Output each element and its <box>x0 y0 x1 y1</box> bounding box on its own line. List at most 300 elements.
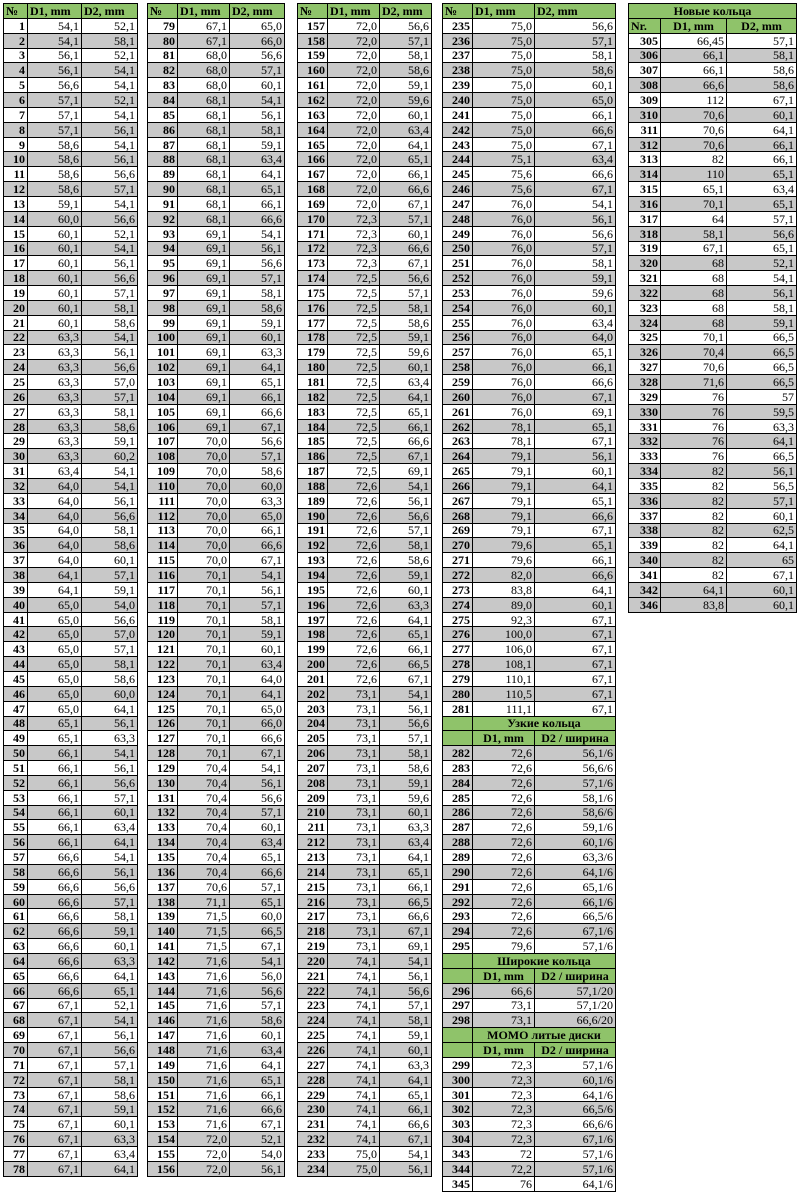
cell-d1: 70,1 <box>178 597 230 612</box>
table-row <box>148 404 285 419</box>
row-number: 312 <box>629 137 661 152</box>
table-row <box>4 107 138 122</box>
row-number: 218 <box>298 924 328 939</box>
row-number: 188 <box>298 479 328 494</box>
row-number: 212 <box>298 835 328 850</box>
row-number: 96 <box>148 271 178 286</box>
cell-d2: 54,1 <box>82 78 138 93</box>
cell-d1: 67,1 <box>28 1028 82 1043</box>
cell-d2: 57,1 <box>230 879 285 894</box>
table-row <box>148 983 285 998</box>
row-number: 180 <box>298 360 328 375</box>
cell-d1: 67,1 <box>28 1013 82 1028</box>
table-row <box>629 568 797 583</box>
row-number: 28 <box>4 419 28 434</box>
row-number: 38 <box>4 568 28 583</box>
table-row <box>298 523 432 538</box>
table-row <box>4 63 138 78</box>
cell-d2: 64,1 <box>535 479 616 494</box>
header-d2: D2, mm <box>82 4 138 19</box>
cell-d1: 66,1 <box>28 820 82 835</box>
table-row <box>443 835 616 850</box>
wide-header-d2: D2 / ширина <box>535 968 616 983</box>
row-number: 168 <box>298 182 328 197</box>
cell-d2: 67,1 <box>535 701 616 716</box>
row-number: 59 <box>4 879 28 894</box>
cell-d1: 73,1 <box>328 864 380 879</box>
table-row <box>148 464 285 479</box>
cell-d2: 58,6 <box>380 761 432 776</box>
cell-d2: 67,1 <box>230 1117 285 1132</box>
cell-d1: 110 <box>661 167 727 182</box>
row-number: 238 <box>443 63 473 78</box>
row-number: 232 <box>298 1132 328 1147</box>
row-number: 285 <box>443 790 473 805</box>
cell-d2: 63,3 <box>230 345 285 360</box>
table-row <box>148 612 285 627</box>
cell-d1: 72,3 <box>473 1102 535 1117</box>
row-number: 269 <box>443 523 473 538</box>
cell-d1: 72,5 <box>328 449 380 464</box>
cell-d2: 59,1 <box>82 582 138 597</box>
table-row <box>4 716 138 731</box>
row-number: 236 <box>443 33 473 48</box>
row-number: 199 <box>298 642 328 657</box>
cell-d2: 56,6 <box>82 360 138 375</box>
cell-d1: 75,6 <box>473 182 535 197</box>
cell-d2: 67,1 <box>535 523 616 538</box>
row-number: 206 <box>298 746 328 761</box>
table-row <box>629 345 797 360</box>
cell-d2: 60,1 <box>727 582 797 597</box>
cell-d1: 76,0 <box>473 286 535 301</box>
cell-d2: 58,6 <box>82 419 138 434</box>
table-row <box>443 464 616 479</box>
row-number: 105 <box>148 404 178 419</box>
table-row <box>148 553 285 568</box>
row-number: 204 <box>298 716 328 731</box>
cell-d1: 71,6 <box>178 1013 230 1028</box>
row-number: 319 <box>629 241 661 256</box>
cell-d2: 66,1 <box>380 642 432 657</box>
cell-d1: 82 <box>661 538 727 553</box>
table-row <box>629 167 797 182</box>
cell-d2: 66,1 <box>380 419 432 434</box>
row-number: 67 <box>4 998 28 1013</box>
cell-d2: 66,6 <box>230 404 285 419</box>
table-row <box>629 152 797 167</box>
table-row <box>148 686 285 701</box>
row-number: 133 <box>148 820 178 835</box>
cell-d1: 73,1 <box>328 894 380 909</box>
table-row <box>148 48 285 63</box>
cell-d1: 65,0 <box>28 657 82 672</box>
cell-d2: 58,1 <box>380 48 432 63</box>
cell-d1: 75,0 <box>328 1146 380 1161</box>
cell-d2: 59,1 <box>82 1102 138 1117</box>
cell-d2: 57,1 <box>82 568 138 583</box>
cell-d2: 64,1 <box>82 835 138 850</box>
cell-d1: 76,0 <box>473 345 535 360</box>
cell-d1: 73,1 <box>473 998 535 1013</box>
cell-d1: 74,1 <box>328 1043 380 1058</box>
table-row <box>4 642 138 657</box>
cell-d2: 60,0 <box>230 909 285 924</box>
cell-d1: 76 <box>473 1176 535 1191</box>
cell-d2: 65,1 <box>727 167 797 182</box>
table-row <box>148 1161 285 1176</box>
table-row <box>298 879 432 894</box>
row-number: 143 <box>148 968 178 983</box>
cell-d2: 66,1 <box>380 1102 432 1117</box>
cell-d2: 66,5/6 <box>535 1102 616 1117</box>
cell-d2: 66,6 <box>380 434 432 449</box>
row-number: 257 <box>443 345 473 360</box>
table-row <box>443 686 616 701</box>
cell-d2: 65,1 <box>727 196 797 211</box>
cell-d1: 73,1 <box>328 686 380 701</box>
cell-d1: 72,6 <box>328 642 380 657</box>
row-number: 275 <box>443 612 473 627</box>
table-row <box>298 909 432 924</box>
cell-d2: 57,1 <box>230 271 285 286</box>
row-number: 51 <box>4 761 28 776</box>
cell-d1: 70,1 <box>178 642 230 657</box>
table-row <box>443 1102 616 1117</box>
cell-d1: 70,1 <box>178 582 230 597</box>
table-row <box>4 479 138 494</box>
cell-d2: 57,1 <box>535 33 616 48</box>
cell-d2: 66,5 <box>380 894 432 909</box>
cell-d1: 68,1 <box>178 152 230 167</box>
table-row <box>443 568 616 583</box>
cell-d2: 67,1 <box>727 568 797 583</box>
cell-d2: 56,1 <box>82 761 138 776</box>
row-number: 175 <box>298 286 328 301</box>
row-number: 162 <box>298 93 328 108</box>
cell-d1: 73,1 <box>328 716 380 731</box>
cell-d2: 64,1 <box>727 434 797 449</box>
row-number: 313 <box>629 152 661 167</box>
row-number: 301 <box>443 1087 473 1102</box>
cell-d2: 60,1 <box>380 582 432 597</box>
row-number: 134 <box>148 835 178 850</box>
row-number: 276 <box>443 627 473 642</box>
row-number: 328 <box>629 375 661 390</box>
cell-d1: 72,0 <box>328 63 380 78</box>
row-number: 230 <box>298 1102 328 1117</box>
row-number: 94 <box>148 241 178 256</box>
table-row <box>443 538 616 553</box>
header-d1: D1, mm <box>178 4 230 19</box>
cell-d1: 70,4 <box>178 790 230 805</box>
table-row <box>4 1117 138 1132</box>
cell-d2: 65,0 <box>535 93 616 108</box>
row-number: 142 <box>148 954 178 969</box>
row-number: 63 <box>4 939 28 954</box>
row-number: 321 <box>629 271 661 286</box>
row-number: 179 <box>298 345 328 360</box>
cell-d1: 67,1 <box>28 998 82 1013</box>
table-row <box>148 1072 285 1087</box>
cell-d2: 60,0 <box>82 686 138 701</box>
table-row <box>298 479 432 494</box>
row-number: 22 <box>4 330 28 345</box>
cell-d1: 64,0 <box>28 538 82 553</box>
cell-d1: 72,3 <box>473 1132 535 1147</box>
table-row <box>443 256 616 271</box>
cell-d2: 66,1 <box>230 196 285 211</box>
row-number: 5 <box>4 78 28 93</box>
row-number: 24 <box>4 360 28 375</box>
cell-d2: 65,1 <box>230 182 285 197</box>
cell-d1: 82 <box>661 152 727 167</box>
table-row <box>4 48 138 63</box>
table-row <box>443 1013 616 1028</box>
row-number: 39 <box>4 582 28 597</box>
row-number: 293 <box>443 909 473 924</box>
cell-d1: 72,0 <box>328 18 380 33</box>
cell-d1: 70,1 <box>661 196 727 211</box>
cell-d1: 72,6 <box>473 894 535 909</box>
cell-d1: 71,6 <box>178 1028 230 1043</box>
cell-d2: 67,1 <box>535 434 616 449</box>
table-row <box>4 568 138 583</box>
cell-d1: 72,0 <box>328 137 380 152</box>
table-row <box>298 1161 432 1176</box>
table-row <box>4 18 138 33</box>
row-number: 181 <box>298 375 328 390</box>
cell-d1: 66,6 <box>28 909 82 924</box>
cell-d1: 75,0 <box>328 1161 380 1176</box>
cell-d2: 63,4 <box>82 820 138 835</box>
table-row <box>4 968 138 983</box>
cell-d2: 57,1 <box>380 211 432 226</box>
row-number: 41 <box>4 612 28 627</box>
table-row <box>443 315 616 330</box>
cell-d1: 78,1 <box>473 434 535 449</box>
cell-d2: 56,5 <box>727 479 797 494</box>
table-row <box>148 939 285 954</box>
row-number: 207 <box>298 761 328 776</box>
cell-d1: 76,0 <box>473 241 535 256</box>
row-number: 126 <box>148 716 178 731</box>
table-row <box>298 627 432 642</box>
table-row <box>298 968 432 983</box>
table-row <box>148 716 285 731</box>
row-number: 158 <box>298 33 328 48</box>
table-row <box>443 152 616 167</box>
row-number: 18 <box>4 271 28 286</box>
cell-d1: 75,0 <box>473 33 535 48</box>
table-row <box>443 671 616 686</box>
cell-d1: 64,0 <box>28 493 82 508</box>
table-row <box>629 493 797 508</box>
row-number: 151 <box>148 1087 178 1102</box>
row-number: 184 <box>298 419 328 434</box>
row-number: 317 <box>629 211 661 226</box>
row-number: 311 <box>629 122 661 137</box>
cell-d1: 69,1 <box>178 315 230 330</box>
row-number: 104 <box>148 389 178 404</box>
cell-d2: 57,1 <box>727 33 797 48</box>
cell-d2: 66,6 <box>535 508 616 523</box>
cell-d1: 56,6 <box>28 78 82 93</box>
row-number: 164 <box>298 122 328 137</box>
table-row <box>148 879 285 894</box>
row-number: 297 <box>443 998 473 1013</box>
table-row <box>629 241 797 256</box>
row-number: 58 <box>4 864 28 879</box>
row-number: 339 <box>629 538 661 553</box>
row-number: 112 <box>148 508 178 523</box>
cell-d2: 63,4 <box>230 1043 285 1058</box>
header-d2: D2, mm <box>535 4 616 19</box>
table-row <box>298 122 432 137</box>
row-number: 263 <box>443 434 473 449</box>
table-row <box>148 330 285 345</box>
row-number: 191 <box>298 523 328 538</box>
cell-d1: 60,1 <box>28 300 82 315</box>
table-row <box>443 345 616 360</box>
cell-d2: 58,1 <box>727 48 797 63</box>
cell-d2: 57,1/6 <box>535 775 616 790</box>
cell-d1: 68 <box>661 300 727 315</box>
cell-d1: 66,6 <box>28 968 82 983</box>
cell-d1: 65,0 <box>28 597 82 612</box>
cell-d1: 67,1 <box>178 18 230 33</box>
cell-d1: 75,0 <box>473 48 535 63</box>
table-row <box>629 582 797 597</box>
cell-d1: 67,1 <box>28 1043 82 1058</box>
table-row <box>4 464 138 479</box>
table-row <box>629 523 797 538</box>
row-number: 292 <box>443 894 473 909</box>
cell-d1: 69,1 <box>178 360 230 375</box>
cell-d1: 66,45 <box>661 33 727 48</box>
cell-d1: 79,1 <box>473 479 535 494</box>
row-number: 215 <box>298 879 328 894</box>
cell-d1: 70,6 <box>661 137 727 152</box>
table-row <box>629 137 797 152</box>
table-row <box>298 389 432 404</box>
cell-d2: 66,5 <box>727 345 797 360</box>
cell-d2: 67,1 <box>380 1132 432 1147</box>
table-row <box>4 389 138 404</box>
narrow-header-d2: D2 / ширина <box>535 731 616 746</box>
row-number: 125 <box>148 701 178 716</box>
table-row <box>443 493 616 508</box>
cell-d2: 56,1 <box>380 701 432 716</box>
cell-d1: 69,1 <box>178 286 230 301</box>
table-row <box>443 93 616 108</box>
row-number: 42 <box>4 627 28 642</box>
cell-d2: 63,4 <box>380 375 432 390</box>
row-number: 241 <box>443 107 473 122</box>
row-number: 163 <box>298 107 328 122</box>
row-number: 303 <box>443 1117 473 1132</box>
row-number: 208 <box>298 775 328 790</box>
cell-d1: 70,0 <box>178 449 230 464</box>
cell-d2: 64,1/6 <box>535 1087 616 1102</box>
cell-d1: 68,1 <box>178 196 230 211</box>
row-number: 197 <box>298 612 328 627</box>
row-number: 33 <box>4 493 28 508</box>
cell-d1: 67,1 <box>28 1117 82 1132</box>
table-row <box>443 107 616 122</box>
cell-d1: 57,1 <box>28 93 82 108</box>
cell-d1: 60,0 <box>28 211 82 226</box>
cell-d1: 70,6 <box>178 879 230 894</box>
cell-d1: 72,5 <box>328 404 380 419</box>
cell-d1: 70,4 <box>178 820 230 835</box>
cell-d1: 70,1 <box>178 671 230 686</box>
cell-d2: 60,1 <box>82 553 138 568</box>
cell-d1: 70,4 <box>178 805 230 820</box>
table-row <box>298 1117 432 1132</box>
cell-d1: 73,1 <box>328 790 380 805</box>
table-row <box>4 582 138 597</box>
cell-d1: 82,0 <box>473 568 535 583</box>
cell-d1: 70,0 <box>178 479 230 494</box>
table-row <box>4 375 138 390</box>
cell-d2: 63,4 <box>230 152 285 167</box>
row-number: 138 <box>148 894 178 909</box>
row-number: 120 <box>148 627 178 642</box>
table-row <box>4 553 138 568</box>
table-row <box>298 642 432 657</box>
cell-d2: 65,1 <box>727 241 797 256</box>
table-row <box>4 864 138 879</box>
row-number: 90 <box>148 182 178 197</box>
row-number: 87 <box>148 137 178 152</box>
table-row <box>629 271 797 286</box>
row-number: 10 <box>4 152 28 167</box>
cell-d2: 65,1 <box>380 152 432 167</box>
cell-d1: 70,1 <box>178 657 230 672</box>
row-number: 124 <box>148 686 178 701</box>
row-number: 161 <box>298 78 328 93</box>
cell-d1: 73,1 <box>328 701 380 716</box>
cell-d2: 56,1 <box>727 464 797 479</box>
cell-d1: 72,3 <box>328 226 380 241</box>
table-row <box>148 568 285 583</box>
cell-d2: 56,1 <box>82 256 138 271</box>
cell-d2: 60,1 <box>230 1028 285 1043</box>
row-number: 16 <box>4 241 28 256</box>
table-row <box>298 568 432 583</box>
table-row <box>443 523 616 538</box>
row-number: 153 <box>148 1117 178 1132</box>
cell-d2: 65,1 <box>230 850 285 865</box>
cell-d1: 72,3 <box>473 1087 535 1102</box>
table-row <box>298 182 432 197</box>
row-number: 229 <box>298 1087 328 1102</box>
table-row <box>443 508 616 523</box>
cell-d2: 57,1 <box>82 790 138 805</box>
cell-d1: 66,1 <box>28 805 82 820</box>
row-number: 50 <box>4 746 28 761</box>
table-row <box>298 241 432 256</box>
cell-d1: 66,6 <box>28 879 82 894</box>
cell-d2: 66,1 <box>230 523 285 538</box>
table-row <box>148 761 285 776</box>
cell-d2: 52,1 <box>82 998 138 1013</box>
row-number: 280 <box>443 686 473 701</box>
table-row <box>148 93 285 108</box>
cell-d1: 71,6 <box>661 375 727 390</box>
row-number: 12 <box>4 182 28 197</box>
